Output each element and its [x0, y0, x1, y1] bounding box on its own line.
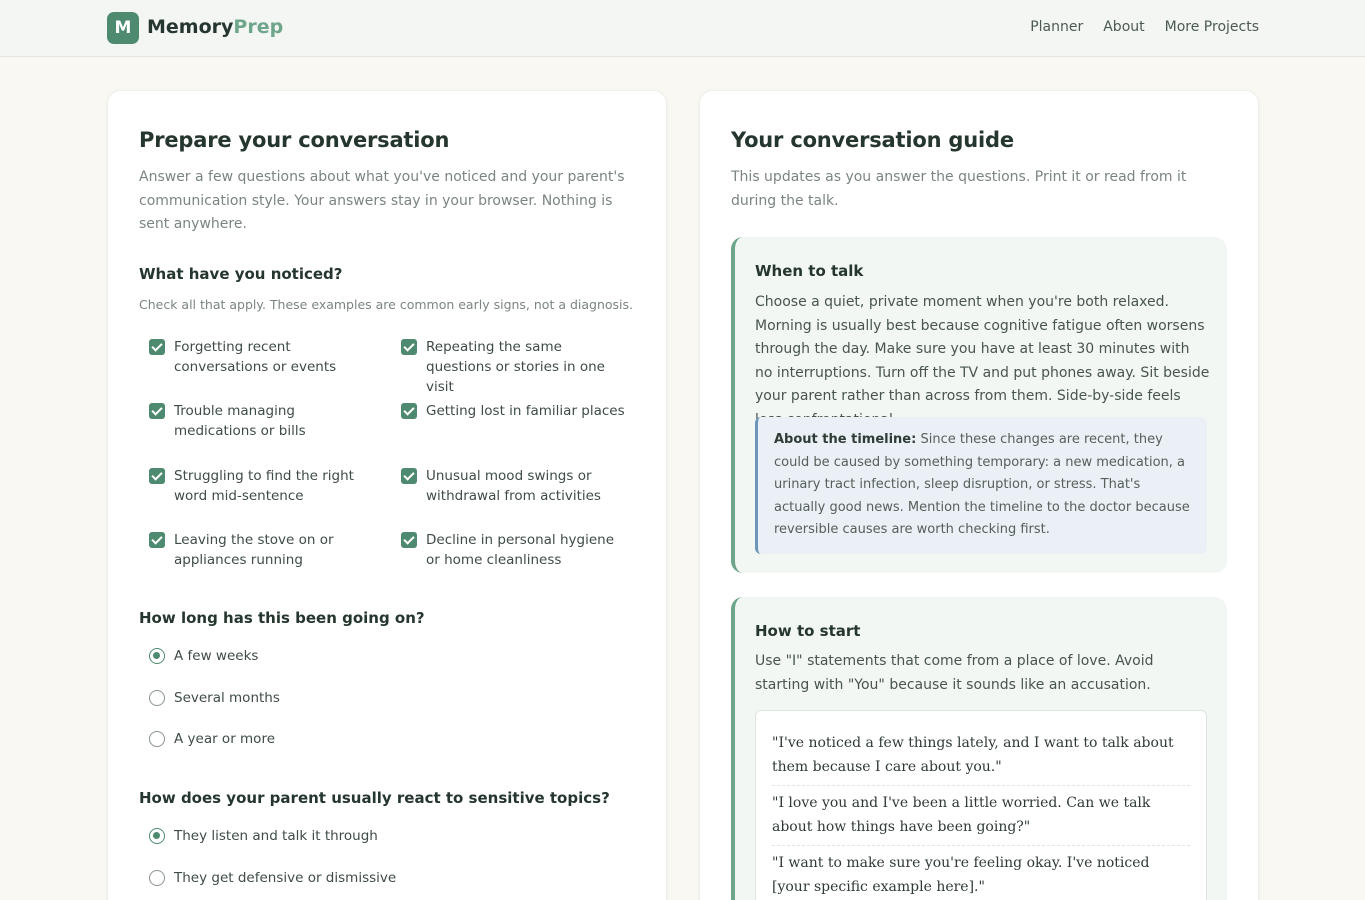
- checkbox-checked-icon[interactable]: [149, 532, 165, 548]
- form-intro: Answer a few questions about what you've noticed and your parent's communication style. Your answers stay in your browser. Nothing is sent anywhere.: [139, 169, 625, 232]
- timeline-note-text: Since these changes are recent, they could be caused by something temporary: a new medication, a urinary tract infection, sleep disruption, or stress. That's actually good news. Mention the timeline to the doctor because reversible causes are worth checking first.: [774, 432, 1190, 537]
- radio-selected-icon[interactable]: [149, 648, 165, 664]
- guide-intro: This updates as you answer the questions. Print it or read from it during the talk.: [731, 169, 1187, 209]
- sign-checkbox-hygiene[interactable]: [401, 530, 631, 570]
- duration-radio-several-months[interactable]: [149, 690, 280, 706]
- checkbox-label: Leaving the stove on or appliances running: [174, 532, 334, 568]
- form-title: Prepare your conversation: [139, 128, 450, 152]
- nav-more-projects-link[interactable]: More Projects: [1164, 19, 1259, 35]
- checkbox-checked-icon[interactable]: [401, 403, 417, 419]
- checkbox-label: Getting lost in familiar places: [426, 403, 625, 419]
- brand-accent: Prep: [233, 16, 284, 38]
- nav-planner-link[interactable]: Planner: [1030, 19, 1084, 35]
- question-noticed-title: What have you noticed?: [139, 265, 343, 283]
- conversation-guide-card: [699, 90, 1259, 900]
- opening-line: "I love you and I've been a little worried. Can we talk about how things have been going?": [772, 792, 1190, 846]
- top-navigation-bar: [0, 0, 1365, 57]
- sign-checkbox-lost[interactable]: [401, 401, 631, 421]
- nav-about-link[interactable]: About: [1103, 19, 1145, 35]
- opening-lines-box: [755, 710, 1207, 900]
- checkbox-label: Decline in personal hygiene or home cleanliness: [426, 532, 614, 568]
- timeline-note: [755, 417, 1207, 554]
- checkbox-checked-icon[interactable]: [149, 468, 165, 484]
- brand-main: Memory: [147, 16, 234, 38]
- radio-unselected-icon[interactable]: [149, 731, 165, 747]
- radio-unselected-icon[interactable]: [149, 690, 165, 706]
- sign-checkbox-repeating[interactable]: [401, 337, 631, 397]
- when-to-talk-section: [731, 237, 1227, 573]
- when-to-talk-title: When to talk: [755, 262, 864, 280]
- brand-name[interactable]: [147, 16, 283, 38]
- checkbox-label: Struggling to find the right word mid-sentence: [174, 468, 354, 504]
- checkbox-checked-icon[interactable]: [149, 403, 165, 419]
- radio-unselected-icon[interactable]: [149, 870, 165, 886]
- timeline-note-label: About the timeline:: [774, 432, 917, 447]
- radio-label: They get defensive or dismissive: [174, 870, 397, 886]
- checkbox-label: Trouble managing medications or bills: [174, 403, 306, 439]
- how-to-start-section: [731, 597, 1227, 900]
- checkbox-checked-icon[interactable]: [401, 532, 417, 548]
- checkbox-label: Repeating the same questions or stories in one visit: [426, 339, 605, 395]
- reaction-radio-listen[interactable]: [149, 828, 378, 844]
- checkbox-checked-icon[interactable]: [149, 339, 165, 355]
- radio-selected-icon[interactable]: [149, 828, 165, 844]
- sign-checkbox-word-finding[interactable]: [149, 466, 379, 506]
- checkbox-checked-icon[interactable]: [401, 339, 417, 355]
- radio-label: Several months: [174, 690, 280, 706]
- sign-checkbox-stove[interactable]: [149, 530, 379, 570]
- checkbox-label: Forgetting recent conversations or events: [174, 339, 337, 375]
- radio-label: A few weeks: [174, 648, 259, 664]
- question-noticed-hint: Check all that apply. These examples are common early signs, not a diagnosis.: [139, 297, 634, 312]
- when-to-talk-body: Choose a quiet, private moment when you're both relaxed. Morning is usually best because cognitive fatigue often worsens through the day. Make sure you have at least 30 minutes with no interruptions. Turn off the TV and put phones away. Sit beside your parent rather than across from them. Side-by-side feels: [755, 294, 1210, 404]
- reaction-radio-defensive[interactable]: [149, 870, 396, 886]
- duration-radio-year-or-more[interactable]: [149, 731, 275, 747]
- checkbox-label: Unusual mood swings or withdrawal from activities: [426, 468, 601, 504]
- opening-line: "I want to make sure you're feeling okay. I've noticed [your specific example here].": [772, 852, 1190, 900]
- radio-label: A year or more: [174, 731, 276, 747]
- radio-label: They listen and talk it through: [174, 828, 378, 844]
- logo-icon[interactable]: M: [107, 12, 139, 44]
- sign-checkbox-forgetting[interactable]: [149, 337, 379, 377]
- duration-radio-few-weeks[interactable]: [149, 648, 258, 664]
- prepare-form-card: [107, 90, 667, 900]
- opening-line: "I've noticed a few things lately, and I want to talk about them because I care about you.": [772, 732, 1190, 786]
- guide-title: Your conversation guide: [731, 128, 1014, 152]
- question-reaction-title: How does your parent usually react to sensitive topics?: [139, 789, 610, 807]
- sign-checkbox-medications[interactable]: [149, 401, 379, 441]
- how-to-start-title: How to start: [755, 622, 861, 640]
- sign-checkbox-mood[interactable]: [401, 466, 631, 506]
- question-duration-title: How long has this been going on?: [139, 609, 425, 627]
- main-nav: [1030, 19, 1259, 35]
- checkbox-checked-icon[interactable]: [401, 468, 417, 484]
- how-to-start-body: Use "I" statements that come from a place of love. Avoid starting with "You" because it sounds like an accusation.: [755, 653, 1154, 693]
